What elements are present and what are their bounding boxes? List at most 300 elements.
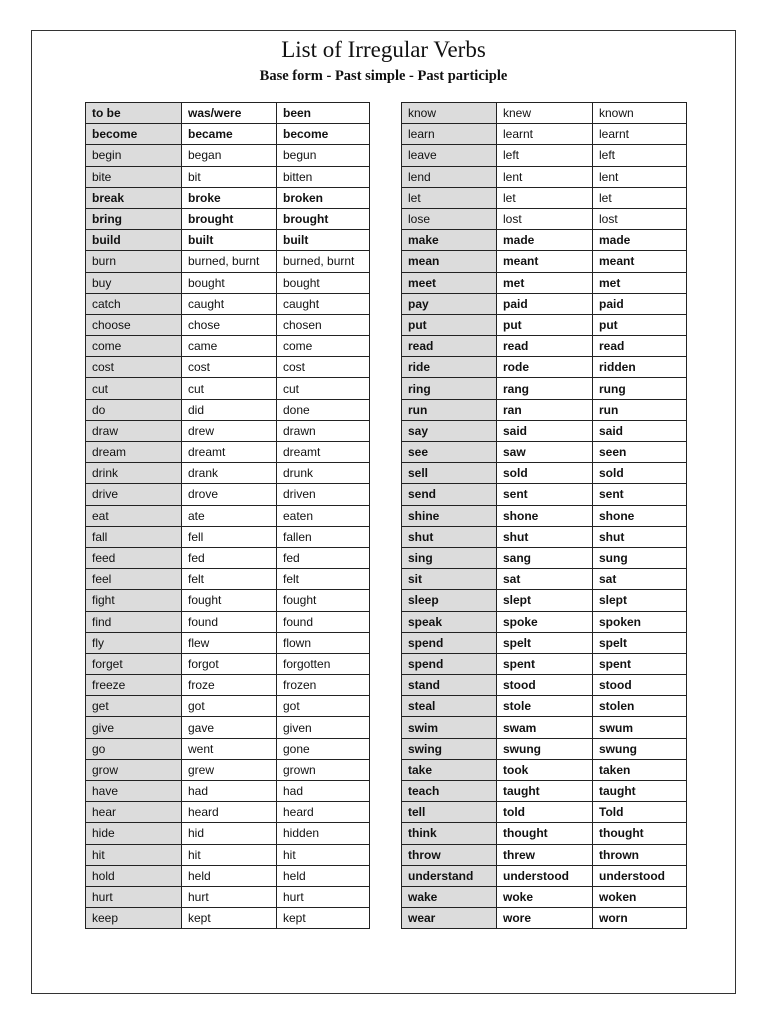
verb-row — [86, 632, 370, 653]
verb-row — [402, 886, 687, 907]
verb-row — [86, 696, 370, 717]
verb-past-simple: grew — [182, 759, 277, 780]
verb-row — [402, 484, 687, 505]
verb-base-form: break — [86, 187, 182, 208]
verb-past-participle: learnt — [593, 124, 687, 145]
verb-past-participle: woken — [593, 886, 687, 907]
verb-past-simple: spoke — [497, 611, 593, 632]
verb-base-form: send — [402, 484, 497, 505]
verb-past-simple: began — [182, 145, 277, 166]
verb-past-simple: lost — [497, 208, 593, 229]
verb-past-participle: spoken — [593, 611, 687, 632]
verb-base-form: dream — [86, 442, 182, 463]
verb-row — [402, 802, 687, 823]
verb-past-participle: broken — [277, 187, 370, 208]
verb-past-participle: fallen — [277, 526, 370, 547]
verb-past-simple: bought — [182, 272, 277, 293]
verb-base-form: hear — [86, 802, 182, 823]
verb-base-form: stand — [402, 675, 497, 696]
verb-base-form: pay — [402, 293, 497, 314]
verb-past-simple: had — [182, 781, 277, 802]
verb-row — [86, 590, 370, 611]
verb-row — [86, 781, 370, 802]
verb-row — [402, 590, 687, 611]
verb-past-participle: seen — [593, 442, 687, 463]
verb-base-form: choose — [86, 314, 182, 335]
verb-past-simple: shone — [497, 505, 593, 526]
verb-row — [402, 865, 687, 886]
verb-row — [86, 336, 370, 357]
verb-row — [402, 759, 687, 780]
verb-past-participle: been — [277, 103, 370, 124]
verb-row — [402, 293, 687, 314]
verb-base-form: catch — [86, 293, 182, 314]
verb-past-participle: said — [593, 420, 687, 441]
verb-base-form: eat — [86, 505, 182, 526]
verb-row — [86, 653, 370, 674]
verb-base-form: swing — [402, 738, 497, 759]
verb-past-participle: taken — [593, 759, 687, 780]
verb-past-simple: sang — [497, 547, 593, 568]
verb-past-participle: become — [277, 124, 370, 145]
verb-past-simple: sat — [497, 569, 593, 590]
verb-past-simple: shut — [497, 526, 593, 547]
verb-past-participle: spent — [593, 653, 687, 674]
verb-row — [402, 908, 687, 929]
verb-past-participle: sent — [593, 484, 687, 505]
verb-row — [86, 759, 370, 780]
verb-past-participle: paid — [593, 293, 687, 314]
page-subtitle: Base form - Past simple - Past participle — [259, 68, 508, 84]
verb-base-form: think — [402, 823, 497, 844]
verb-past-simple: slept — [497, 590, 593, 611]
verb-base-form: cut — [86, 378, 182, 399]
verb-past-simple: dreamt — [182, 442, 277, 463]
verb-row — [86, 314, 370, 335]
verb-past-simple: paid — [497, 293, 593, 314]
verb-past-simple: brought — [182, 208, 277, 229]
verb-base-form: speak — [402, 611, 497, 632]
verb-table-right — [401, 102, 687, 929]
verb-past-participle: heard — [277, 802, 370, 823]
verb-past-simple: swam — [497, 717, 593, 738]
verb-row — [86, 442, 370, 463]
verb-past-simple: drew — [182, 420, 277, 441]
verb-past-participle: understood — [593, 865, 687, 886]
verb-row — [402, 124, 687, 145]
verb-base-form: wear — [402, 908, 497, 929]
verb-base-form: mean — [402, 251, 497, 272]
verb-past-simple: got — [182, 696, 277, 717]
verb-past-participle: bought — [277, 272, 370, 293]
verb-past-simple: knew — [497, 103, 593, 124]
verb-row — [86, 103, 370, 124]
verb-row — [86, 357, 370, 378]
verb-past-simple: burned, burnt — [182, 251, 277, 272]
verb-past-participle: driven — [277, 484, 370, 505]
verb-past-simple: understood — [497, 865, 593, 886]
verb-past-participle: known — [593, 103, 687, 124]
verb-row — [86, 187, 370, 208]
verb-past-simple: spelt — [497, 632, 593, 653]
verb-past-simple: built — [182, 230, 277, 251]
verb-past-participle: hidden — [277, 823, 370, 844]
verb-base-form: shut — [402, 526, 497, 547]
verb-past-participle: given — [277, 717, 370, 738]
verb-past-simple: threw — [497, 844, 593, 865]
verb-past-participle: sung — [593, 547, 687, 568]
verb-past-participle: forgotten — [277, 653, 370, 674]
verb-base-form: draw — [86, 420, 182, 441]
document-page — [31, 30, 736, 994]
verb-row — [86, 611, 370, 632]
verb-past-simple: went — [182, 738, 277, 759]
verb-past-participle: read — [593, 336, 687, 357]
verb-past-participle: Told — [593, 802, 687, 823]
verb-past-simple: hurt — [182, 886, 277, 907]
verb-past-simple: left — [497, 145, 593, 166]
verb-past-participle: spelt — [593, 632, 687, 653]
verb-past-participle: swum — [593, 717, 687, 738]
verb-base-form: let — [402, 187, 497, 208]
verb-past-simple: gave — [182, 717, 277, 738]
verb-row — [402, 653, 687, 674]
verb-base-form: hold — [86, 865, 182, 886]
verb-row — [402, 166, 687, 187]
verb-base-form: ride — [402, 357, 497, 378]
verb-past-simple: learnt — [497, 124, 593, 145]
verb-base-form: go — [86, 738, 182, 759]
verb-base-form: shine — [402, 505, 497, 526]
verb-base-form: feel — [86, 569, 182, 590]
verb-past-simple: stole — [497, 696, 593, 717]
verb-past-participle: found — [277, 611, 370, 632]
verb-past-participle: chosen — [277, 314, 370, 335]
verb-row — [86, 208, 370, 229]
verb-base-form: see — [402, 442, 497, 463]
verb-past-simple: fell — [182, 526, 277, 547]
verb-past-participle: left — [593, 145, 687, 166]
verb-base-form: put — [402, 314, 497, 335]
verb-base-form: bring — [86, 208, 182, 229]
verb-past-participle: built — [277, 230, 370, 251]
verb-past-participle: shut — [593, 526, 687, 547]
verb-row — [86, 420, 370, 441]
verb-past-simple: meant — [497, 251, 593, 272]
verb-past-simple: sent — [497, 484, 593, 505]
verb-base-form: understand — [402, 865, 497, 886]
verb-base-form: read — [402, 336, 497, 357]
verb-past-participle: rung — [593, 378, 687, 399]
verb-past-participle: worn — [593, 908, 687, 929]
verb-past-participle: stood — [593, 675, 687, 696]
verb-row — [86, 399, 370, 420]
verb-row — [86, 844, 370, 865]
verb-row — [402, 823, 687, 844]
verb-base-form: leave — [402, 145, 497, 166]
verb-base-form: keep — [86, 908, 182, 929]
verb-row — [402, 357, 687, 378]
verb-base-form: hurt — [86, 886, 182, 907]
verb-row — [402, 696, 687, 717]
verb-row — [402, 463, 687, 484]
verb-past-simple: read — [497, 336, 593, 357]
verb-base-form: spend — [402, 632, 497, 653]
verb-past-participle: gone — [277, 738, 370, 759]
verb-past-simple: found — [182, 611, 277, 632]
verb-past-simple: flew — [182, 632, 277, 653]
verb-base-form: hit — [86, 844, 182, 865]
verb-past-simple: lent — [497, 166, 593, 187]
verb-past-simple: fought — [182, 590, 277, 611]
verb-base-form: drive — [86, 484, 182, 505]
verb-base-form: build — [86, 230, 182, 251]
verb-row — [402, 611, 687, 632]
page-title: List of Irregular Verbs — [281, 37, 486, 62]
verb-base-form: make — [402, 230, 497, 251]
verb-past-participle: frozen — [277, 675, 370, 696]
verb-past-participle: swung — [593, 738, 687, 759]
verb-past-participle: stolen — [593, 696, 687, 717]
verb-table-left — [85, 102, 370, 929]
verb-past-simple: kept — [182, 908, 277, 929]
verb-base-form: to be — [86, 103, 182, 124]
verb-past-simple: woke — [497, 886, 593, 907]
verb-base-form: forget — [86, 653, 182, 674]
verb-past-participle: ridden — [593, 357, 687, 378]
verb-base-form: begin — [86, 145, 182, 166]
verb-row — [86, 505, 370, 526]
verb-row — [86, 886, 370, 907]
verb-row — [86, 717, 370, 738]
verb-past-simple: did — [182, 399, 277, 420]
verb-row — [402, 187, 687, 208]
verb-base-form: steal — [402, 696, 497, 717]
verb-row — [402, 272, 687, 293]
verb-row — [402, 569, 687, 590]
verb-base-form: lose — [402, 208, 497, 229]
verb-base-form: do — [86, 399, 182, 420]
verb-row — [86, 802, 370, 823]
verb-base-form: burn — [86, 251, 182, 272]
verb-past-simple: wore — [497, 908, 593, 929]
verb-row — [86, 738, 370, 759]
verb-base-form: sell — [402, 463, 497, 484]
verb-row — [402, 526, 687, 547]
verb-past-participle: felt — [277, 569, 370, 590]
verb-row — [402, 251, 687, 272]
verb-base-form: ring — [402, 378, 497, 399]
verb-past-simple: met — [497, 272, 593, 293]
verb-past-participle: hit — [277, 844, 370, 865]
verb-base-form: get — [86, 696, 182, 717]
verb-past-simple: held — [182, 865, 277, 886]
verb-past-simple: caught — [182, 293, 277, 314]
verb-past-simple: hid — [182, 823, 277, 844]
verb-past-participle: drunk — [277, 463, 370, 484]
verb-base-form: sleep — [402, 590, 497, 611]
verb-row — [86, 166, 370, 187]
verb-base-form: sit — [402, 569, 497, 590]
verb-past-participle: lost — [593, 208, 687, 229]
verb-past-participle: burned, burnt — [277, 251, 370, 272]
verb-past-participle: cost — [277, 357, 370, 378]
verb-row — [402, 103, 687, 124]
verb-past-participle: cut — [277, 378, 370, 399]
verb-past-participle: bitten — [277, 166, 370, 187]
verb-past-simple: chose — [182, 314, 277, 335]
verb-past-simple: froze — [182, 675, 277, 696]
verb-row — [86, 230, 370, 251]
verb-past-simple: cut — [182, 378, 277, 399]
verb-row — [402, 442, 687, 463]
verb-base-form: fall — [86, 526, 182, 547]
verb-row — [402, 844, 687, 865]
verb-past-participle: dreamt — [277, 442, 370, 463]
verb-past-simple: taught — [497, 781, 593, 802]
verb-base-form: fly — [86, 632, 182, 653]
verb-row — [86, 823, 370, 844]
verb-past-participle: had — [277, 781, 370, 802]
verb-base-form: run — [402, 399, 497, 420]
verb-base-form: become — [86, 124, 182, 145]
verb-row — [402, 781, 687, 802]
verb-past-simple: said — [497, 420, 593, 441]
verb-past-participle: slept — [593, 590, 687, 611]
verb-past-participle: kept — [277, 908, 370, 929]
verb-base-form: swim — [402, 717, 497, 738]
verb-row — [402, 399, 687, 420]
verb-row — [86, 675, 370, 696]
verb-past-participle: met — [593, 272, 687, 293]
verb-base-form: learn — [402, 124, 497, 145]
verb-past-simple: drank — [182, 463, 277, 484]
verb-past-participle: done — [277, 399, 370, 420]
verb-row — [86, 908, 370, 929]
verb-past-simple: was/were — [182, 103, 277, 124]
verb-base-form: feed — [86, 547, 182, 568]
verb-row — [86, 272, 370, 293]
verb-base-form: lend — [402, 166, 497, 187]
verb-past-simple: made — [497, 230, 593, 251]
verb-past-participle: thought — [593, 823, 687, 844]
verb-past-simple: swung — [497, 738, 593, 759]
verb-past-simple: spent — [497, 653, 593, 674]
verb-past-simple: drove — [182, 484, 277, 505]
verb-past-simple: heard — [182, 802, 277, 823]
verb-past-participle: caught — [277, 293, 370, 314]
verb-base-form: wake — [402, 886, 497, 907]
verb-base-form: know — [402, 103, 497, 124]
verb-base-form: take — [402, 759, 497, 780]
verb-past-simple: told — [497, 802, 593, 823]
verb-base-form: meet — [402, 272, 497, 293]
verb-past-participle: shone — [593, 505, 687, 526]
verb-past-participle: got — [277, 696, 370, 717]
verb-base-form: come — [86, 336, 182, 357]
verb-past-simple: rang — [497, 378, 593, 399]
verb-past-participle: put — [593, 314, 687, 335]
verb-past-simple: rode — [497, 357, 593, 378]
verb-row — [86, 865, 370, 886]
verb-past-participle: let — [593, 187, 687, 208]
verb-base-form: freeze — [86, 675, 182, 696]
verb-row — [86, 547, 370, 568]
verb-past-participle: brought — [277, 208, 370, 229]
verb-row — [402, 547, 687, 568]
verb-past-simple: hit — [182, 844, 277, 865]
verb-past-participle: thrown — [593, 844, 687, 865]
verb-past-participle: taught — [593, 781, 687, 802]
verb-past-participle: held — [277, 865, 370, 886]
verb-past-participle: eaten — [277, 505, 370, 526]
verb-past-simple: took — [497, 759, 593, 780]
verb-row — [402, 336, 687, 357]
verb-base-form: teach — [402, 781, 497, 802]
verb-row — [86, 569, 370, 590]
verb-past-participle: sat — [593, 569, 687, 590]
verb-row — [402, 230, 687, 251]
verb-past-participle: fought — [277, 590, 370, 611]
verb-past-simple: forgot — [182, 653, 277, 674]
verb-past-participle: drawn — [277, 420, 370, 441]
verb-row — [86, 293, 370, 314]
verb-base-form: cost — [86, 357, 182, 378]
verb-past-simple: put — [497, 314, 593, 335]
verb-past-simple: let — [497, 187, 593, 208]
verb-past-participle: begun — [277, 145, 370, 166]
verb-base-form: throw — [402, 844, 497, 865]
verb-base-form: say — [402, 420, 497, 441]
verb-row — [86, 378, 370, 399]
verb-past-participle: come — [277, 336, 370, 357]
verb-row — [86, 463, 370, 484]
verb-past-participle: made — [593, 230, 687, 251]
verb-past-participle: lent — [593, 166, 687, 187]
verb-row — [86, 251, 370, 272]
verb-past-simple: became — [182, 124, 277, 145]
verb-past-simple: felt — [182, 569, 277, 590]
verb-past-participle: run — [593, 399, 687, 420]
verb-base-form: tell — [402, 802, 497, 823]
verb-past-participle: flown — [277, 632, 370, 653]
verb-past-participle: grown — [277, 759, 370, 780]
verb-past-simple: bit — [182, 166, 277, 187]
verb-past-participle: hurt — [277, 886, 370, 907]
verb-past-simple: ran — [497, 399, 593, 420]
verb-row — [402, 632, 687, 653]
verb-base-form: spend — [402, 653, 497, 674]
verb-row — [402, 420, 687, 441]
verb-base-form: buy — [86, 272, 182, 293]
verb-past-simple: came — [182, 336, 277, 357]
verb-past-simple: ate — [182, 505, 277, 526]
verb-past-simple: thought — [497, 823, 593, 844]
verb-row — [402, 505, 687, 526]
verb-row — [86, 124, 370, 145]
verb-base-form: give — [86, 717, 182, 738]
verb-base-form: have — [86, 781, 182, 802]
verb-past-simple: fed — [182, 547, 277, 568]
verb-row — [402, 208, 687, 229]
verb-base-form: find — [86, 611, 182, 632]
verb-past-participle: meant — [593, 251, 687, 272]
verb-base-form: sing — [402, 547, 497, 568]
verb-row — [402, 145, 687, 166]
verb-row — [402, 675, 687, 696]
verb-row — [402, 378, 687, 399]
verb-base-form: grow — [86, 759, 182, 780]
